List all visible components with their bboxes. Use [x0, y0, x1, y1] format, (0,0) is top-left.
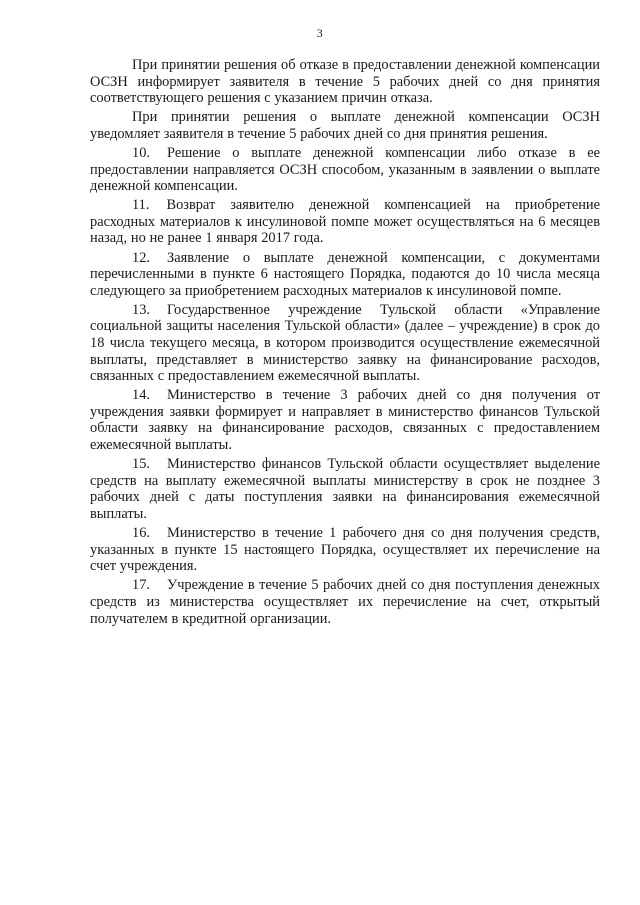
- paragraph-text: Министерство в течение 3 рабочих дней со дня получения от учреждения заявки формирует и направляет в министерство финансов Тульской области заявку на финансирование расходов, связанных с предоставлением ежемесячной выплаты.: [90, 387, 600, 454]
- paragraph-text: Учреждение в течение 5 рабочих дней со дня поступления денежных средств из министерства осуществляет их перечисление на счет, открытый получателем в кредитной организации.: [90, 577, 600, 627]
- paragraph-number: 11.: [132, 197, 150, 214]
- paragraph-number: 15.: [132, 456, 150, 473]
- paragraph-text: При принятии решения об отказе в предоставлении денежной компенсации ОСЗН информирует заявителя в течение 5 рабочих дней со дня принятия соответствующего решения с указанием причин отказа.: [90, 57, 600, 107]
- paragraph-11: [90, 197, 600, 247]
- paragraph-15: [90, 456, 600, 522]
- paragraph-number: 17.: [132, 577, 150, 594]
- paragraph-13: [90, 302, 600, 385]
- paragraph-number: 16.: [132, 525, 150, 542]
- paragraph-number: 12.: [132, 249, 150, 266]
- paragraph-text: Государственное учреждение Тульской области «Управление социальной защиты населения Тульской области» (далее – учреждение) в срок до 18 числа текущего месяца, в котором производится осуществление ежемесячной выплаты, представляет в министерство заявку на финансирование расходов, связанных с предоставлением ежемесячной выплаты.: [90, 301, 600, 385]
- paragraph-text: При принятии решения о выплате денежной компенсации ОСЗН уведомляет заявителя в течение 5 рабочих дней со дня принятия решения.: [90, 109, 600, 142]
- paragraph-text: Министерство в течение 1 рабочего дня со дня получения средств, указанных в пункте 15 настоящего Порядка, осуществляет их перечисление на счет учреждения.: [90, 525, 600, 575]
- paragraph-text: Решение о выплате денежной компенсации либо отказе в ее предоставлении направляется ОСЗН способом, указанным в заявлении о выплате денежной компенсации.: [90, 144, 600, 195]
- paragraph-number: 14.: [132, 387, 150, 404]
- document-body: [90, 57, 600, 630]
- paragraph-number: 13.: [132, 301, 150, 318]
- paragraph-text: Заявление о выплате денежной компенсации, с документами перечисленными в пункте 6 настоящего Порядка, подаются до 10 числа месяца следующего за приобретением расходных материалов к инсулиновой помпе.: [90, 249, 600, 299]
- paragraph-decision-payment: [90, 109, 600, 142]
- paragraph-10: [90, 145, 600, 195]
- paragraph-number: 10.: [132, 144, 150, 161]
- paragraph-decision-refusal: [90, 57, 600, 107]
- paragraph-text: Министерство финансов Тульской области осуществляет выделение средств на выплату ежемесячной выплаты министерству в срок не позднее 3 рабочих дней с даты поступления заявки на финансирования ежемесячной выплаты.: [90, 456, 600, 522]
- paragraph-text: Возврат заявителю денежной компенсацией на приобретение расходных материалов к инсулиновой помпе может осуществляться на 6 месяцев назад, но не ранее 1 января 2017 года.: [90, 197, 600, 247]
- paragraph-12: [90, 250, 600, 300]
- paragraph-17: [90, 577, 600, 627]
- paragraph-14: [90, 387, 600, 453]
- page-number: 3: [316, 26, 324, 40]
- paragraph-16: [90, 525, 600, 575]
